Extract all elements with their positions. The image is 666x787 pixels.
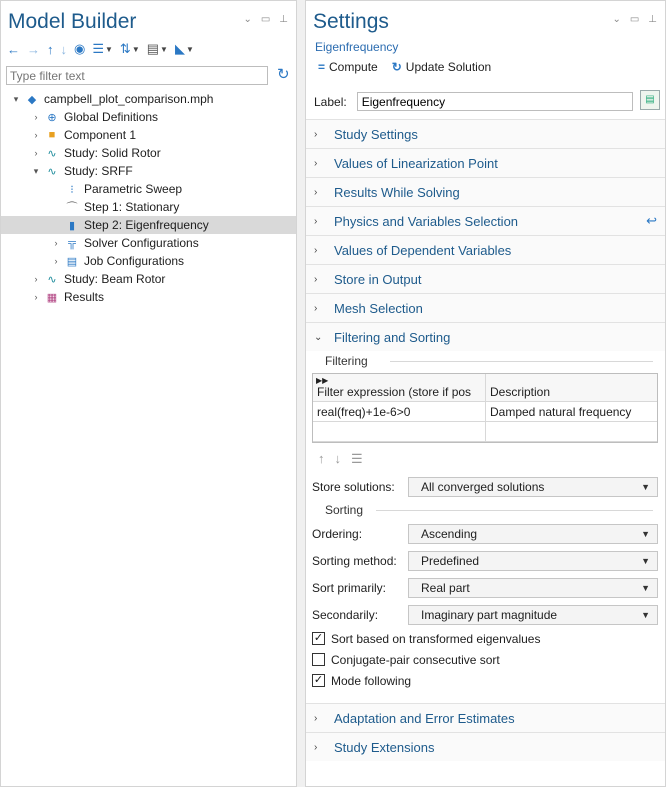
window-controls: [612, 14, 657, 25]
table-header: [313, 374, 657, 402]
ordering-select[interactable]: [408, 524, 658, 544]
settings-toolbar: [318, 60, 491, 74]
tree-item-label: Global Definitions: [64, 110, 159, 124]
tree-item-label: Component 1: [64, 128, 137, 142]
node-icon: ■: [48, 129, 56, 141]
node-icon: ⌒: [66, 202, 78, 214]
build-icon[interactable]: ◣ ▼: [174, 41, 194, 56]
dropdown-arrow-icon: ▼: [641, 555, 650, 566]
section-header[interactable]: [306, 732, 665, 761]
chevron-icon: ›: [314, 302, 318, 314]
section-header[interactable]: [306, 264, 665, 293]
compute-icon: =: [318, 60, 326, 74]
pin-icon[interactable]: ⊥: [279, 14, 288, 25]
node-icon: ▤: [66, 255, 78, 268]
sorting-method-label: Sorting method:: [312, 553, 397, 568]
settings-panel: [305, 0, 666, 787]
table-toolbar: [312, 443, 659, 473]
mode-following-checkbox[interactable]: [312, 670, 659, 691]
column-header-filter[interactable]: [313, 374, 486, 401]
section-label: Study Extensions: [334, 739, 435, 755]
filtering-sorting-content: [306, 351, 665, 695]
tree-item[interactable]: [1, 90, 296, 108]
section-label: Values of Linearization Point: [334, 155, 498, 171]
chevron-icon: ›: [314, 741, 318, 753]
dropdown-arrow-icon: ▼: [641, 528, 650, 539]
tree-item-label: Job Configurations: [84, 254, 185, 268]
section-header[interactable]: [306, 119, 665, 148]
settings-title: Settings: [313, 10, 389, 33]
collapsed-chevron-icon[interactable]: ›: [34, 292, 38, 302]
tree-item[interactable]: [1, 144, 296, 162]
chevron-down-icon[interactable]: ⌄: [612, 14, 621, 25]
chevron-icon: ›: [314, 244, 318, 256]
section-label: Physics and Variables Selection: [334, 213, 519, 229]
tree-item[interactable]: [1, 198, 296, 216]
tree-item[interactable]: [1, 162, 296, 180]
collapsed-chevron-icon[interactable]: ›: [34, 274, 38, 284]
dropdown-arrow-icon: ▼: [641, 481, 650, 492]
node-icon: ⁝: [70, 183, 74, 196]
expanded-chevron-icon[interactable]: ▾: [13, 93, 19, 104]
store-solutions-label: Store solutions:: [312, 479, 395, 494]
minimize-icon[interactable]: ▭: [629, 14, 640, 25]
node-icon: ◆: [27, 93, 37, 106]
ordering-row: [312, 520, 659, 547]
checkbox-label: Sort based on transformed eigenvalues: [331, 631, 541, 646]
chevron-icon: ⌄: [314, 331, 323, 343]
filtering-legend: Filtering: [312, 351, 659, 371]
sorting-method-select[interactable]: [408, 551, 658, 571]
view-icon[interactable]: ▤ ▼: [146, 41, 168, 56]
chevron-icon: ›: [314, 273, 318, 285]
tree-item-label: Study: Beam Rotor: [64, 272, 166, 286]
sort-primarily-label: Sort primarily:: [312, 580, 387, 595]
node-icon: ╦: [68, 237, 76, 249]
section-header[interactable]: [306, 293, 665, 322]
collapsed-chevron-icon[interactable]: ›: [54, 256, 58, 266]
checkbox-box[interactable]: ✓: [313, 674, 324, 686]
node-icon: ▮: [68, 219, 76, 232]
collapsed-chevron-icon[interactable]: ›: [34, 112, 38, 122]
forward-arrow-icon[interactable]: →: [27, 41, 40, 57]
minimize-icon[interactable]: ▭: [260, 14, 271, 25]
sort-primarily-select[interactable]: [408, 578, 658, 598]
move-down-icon[interactable]: ↓: [334, 451, 341, 466]
tree-item[interactable]: [1, 252, 296, 270]
table-row[interactable]: [313, 402, 657, 422]
node-icon: ⊕: [47, 111, 57, 124]
col2-label: Description: [490, 385, 551, 399]
sorting-method-value: Predefined: [421, 553, 480, 568]
tree-item-label: campbell_plot_comparison.mph: [44, 92, 214, 106]
tree-item[interactable]: [1, 108, 296, 126]
secondarily-select[interactable]: [408, 605, 658, 625]
description-cell[interactable]: [486, 422, 657, 441]
sorting-legend: Sorting: [312, 500, 659, 520]
chevron-icon: ›: [314, 186, 318, 198]
tree-item-label: Study: SRFF: [64, 164, 133, 178]
expand-sections-icon[interactable]: ☰ ▼: [92, 41, 113, 56]
secondarily-label: Secondarily:: [312, 607, 379, 622]
sort-primarily-row: [312, 574, 659, 601]
col1-label: Filter expression (store if pos: [317, 385, 472, 399]
tree-item[interactable]: [1, 234, 296, 252]
section-header[interactable]: [306, 206, 665, 235]
show-icon[interactable]: ◉: [74, 41, 86, 56]
sort-primarily-value: Real part: [421, 580, 470, 595]
conjugate-pair-checkbox[interactable]: [312, 649, 659, 670]
section-header[interactable]: [306, 322, 665, 351]
collapsed-chevron-icon[interactable]: ›: [34, 130, 38, 140]
model-builder-title: Model Builder: [8, 10, 137, 33]
section-header[interactable]: [306, 177, 665, 206]
section-header[interactable]: [306, 235, 665, 264]
ordering-label: Ordering:: [312, 526, 363, 541]
model-toolbar: [7, 41, 194, 57]
sort-icon[interactable]: ⇅ ▼: [119, 41, 140, 56]
pin-icon[interactable]: ⊥: [648, 14, 657, 25]
label-caption: Label:: [314, 94, 347, 109]
settings-sections: [306, 119, 665, 761]
window-controls: [243, 14, 288, 25]
model-tree: [1, 90, 296, 306]
section-label: Values of Dependent Variables: [334, 242, 512, 258]
node-icon: ▦: [46, 291, 58, 304]
tree-item[interactable]: [1, 180, 296, 198]
checkbox-label: Conjugate-pair consecutive sort: [331, 652, 500, 667]
chevron-down-icon[interactable]: ⌄: [243, 14, 252, 25]
node-icon: ∿: [47, 147, 57, 160]
section-label: Filtering and Sorting: [334, 329, 451, 345]
node-icon: ∿: [47, 165, 57, 178]
tree-item-label: Solver Configurations: [84, 236, 199, 250]
collapsed-chevron-icon[interactable]: ›: [54, 238, 58, 248]
secondarily-row: [312, 601, 659, 628]
store-solutions-value: All converged solutions: [421, 479, 545, 494]
chevron-icon: ›: [314, 157, 318, 169]
move-up-icon[interactable]: ↑: [318, 451, 325, 466]
tree-item[interactable]: [1, 216, 296, 234]
secondarily-value: Imaginary part magnitude: [421, 607, 558, 622]
chevron-icon: ›: [314, 128, 318, 140]
tree-item[interactable]: [1, 270, 296, 288]
tree-item-label: Step 2: Eigenfrequency: [84, 218, 209, 232]
model-builder-panel: [0, 0, 297, 787]
tree-item-label: Step 1: Stationary: [84, 200, 180, 214]
expanded-chevron-icon[interactable]: ▾: [33, 165, 39, 176]
checkbox-box[interactable]: ✓: [313, 632, 324, 644]
label-row: [314, 92, 633, 111]
node-icon: ∿: [47, 273, 57, 286]
tree-item[interactable]: [1, 288, 296, 306]
move-down-icon[interactable]: ↓: [60, 41, 67, 57]
update-label: Update Solution: [405, 60, 492, 74]
settings-subtitle: Eigenfrequency: [315, 40, 399, 54]
store-solutions-select[interactable]: [408, 477, 658, 497]
reset-icon[interactable]: ↩: [646, 213, 657, 228]
clear-table-icon[interactable]: ☰: [351, 451, 363, 466]
filter-input[interactable]: [6, 66, 268, 85]
dropdown-arrow-icon: ▼: [641, 582, 650, 593]
checkbox-box[interactable]: [312, 653, 325, 666]
update-solution-button[interactable]: [392, 60, 491, 74]
store-solutions-row: [312, 473, 659, 500]
checkbox-label: Mode following: [331, 673, 412, 688]
section-header[interactable]: [306, 703, 665, 732]
description-cell[interactable]: Damped natural frequency: [490, 404, 632, 419]
label-field[interactable]: [357, 92, 633, 111]
dropdown-arrow-icon: ▼: [641, 609, 650, 620]
chevron-icon: ›: [314, 712, 318, 724]
compute-label: Compute: [329, 60, 378, 74]
chevron-icon: ›: [314, 215, 318, 227]
collapsed-chevron-icon[interactable]: ›: [34, 148, 38, 158]
update-icon: ↻: [391, 60, 402, 74]
column-header-description[interactable]: [486, 374, 657, 401]
move-column-icon: ▶▶: [316, 376, 329, 385]
ordering-value: Ascending: [421, 526, 478, 541]
move-up-icon[interactable]: ↑: [47, 41, 54, 57]
compute-button[interactable]: [318, 60, 378, 74]
section-label: Results While Solving: [334, 184, 460, 200]
label-edit-icon[interactable]: ▤: [640, 90, 660, 110]
back-arrow-icon[interactable]: ←: [7, 41, 20, 57]
tree-item[interactable]: [1, 126, 296, 144]
section-label: Study Settings: [334, 126, 418, 142]
filter-table: [312, 373, 658, 443]
sorting-method-row: [312, 547, 659, 574]
filter-expression-cell[interactable]: real(freq)+1e-6>0: [313, 402, 486, 421]
tree-item-label: Study: Solid Rotor: [64, 146, 161, 160]
filter-expression-cell[interactable]: [313, 422, 486, 441]
section-header[interactable]: [306, 148, 665, 177]
section-label: Adaptation and Error Estimates: [334, 710, 515, 726]
refresh-icon[interactable]: ↻: [277, 66, 290, 83]
table-row[interactable]: [313, 422, 657, 442]
section-label: Mesh Selection: [334, 300, 423, 316]
transformed-eigenvalues-checkbox[interactable]: [312, 628, 659, 649]
section-label: Store in Output: [334, 271, 422, 287]
tree-item-label: Results: [64, 290, 105, 304]
tree-item-label: Parametric Sweep: [84, 182, 183, 196]
